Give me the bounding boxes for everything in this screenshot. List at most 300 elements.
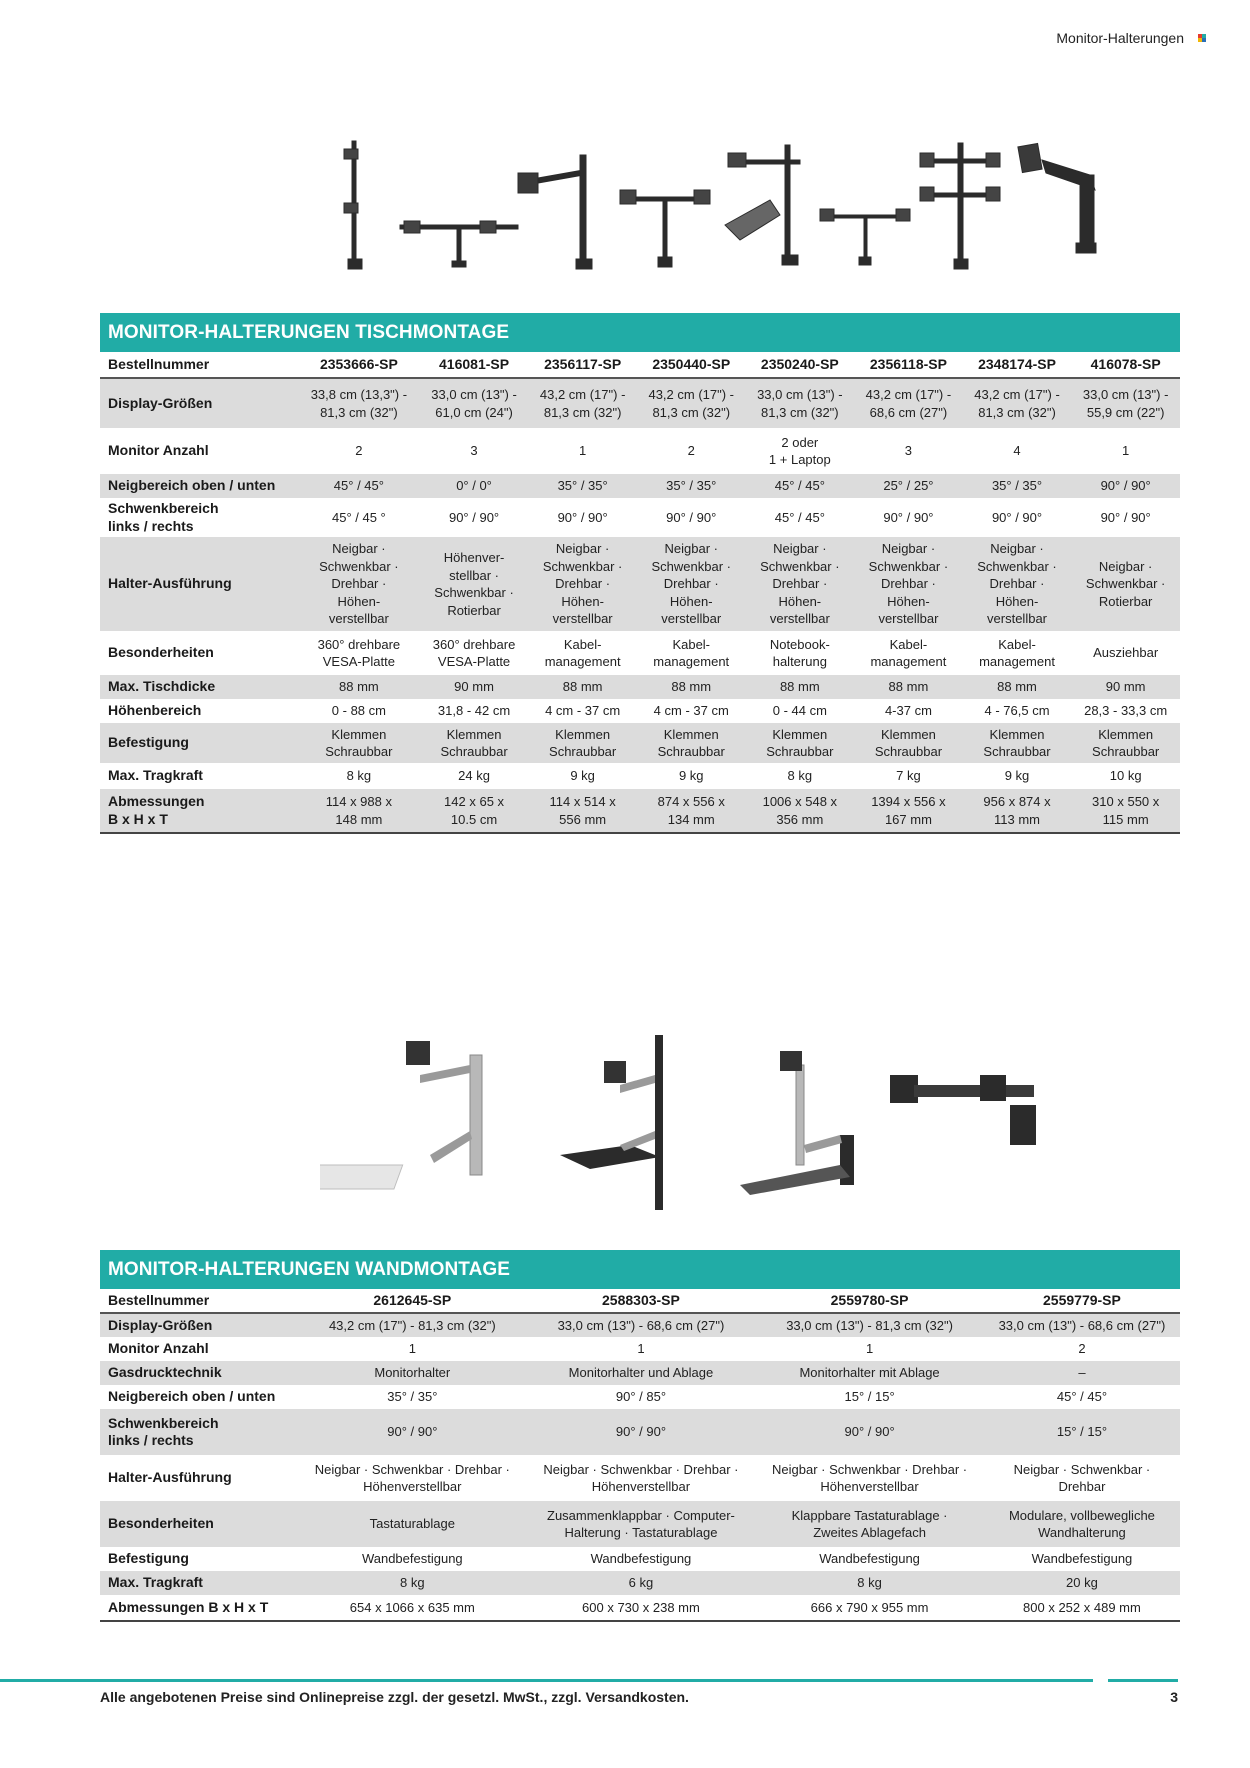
- table-cell: [637, 537, 746, 631]
- product-image-2356117: [518, 155, 592, 269]
- product-image-2356118: [820, 209, 910, 265]
- product-image-2588303: [560, 1035, 663, 1210]
- brand-logo-icon: [1198, 34, 1206, 42]
- cell-line: 88 mm: [339, 679, 379, 695]
- column-header-order-number: 2356117-SP: [528, 352, 637, 378]
- table-row: [100, 675, 1180, 699]
- cell-line: Zusammenklappbar · Computer-: [547, 1507, 735, 1523]
- cell-line: Wandbefestigung: [1031, 1551, 1133, 1567]
- cell-line: 148 mm: [335, 811, 383, 827]
- cell-line: 9 kg: [570, 768, 595, 784]
- table-cell: [298, 675, 420, 699]
- cell-line: 24 kg: [458, 768, 490, 784]
- row-label: Besonderheiten: [108, 644, 214, 661]
- table-row: [100, 1455, 1180, 1501]
- table-cell: [527, 1385, 756, 1409]
- cell-line: management: [544, 654, 621, 669]
- cell-line: Schwenkbar ·: [760, 558, 840, 574]
- row-label: Abmessungen B x H x T: [100, 1595, 298, 1621]
- cell-line: Höhen-: [561, 593, 604, 609]
- table-cell: [854, 378, 963, 428]
- cell-line: 4 - 76,5 cm: [984, 703, 1050, 719]
- column-header-order-number: 2350240-SP: [746, 352, 855, 378]
- table-cell: [854, 631, 963, 675]
- cell-line: 874 x 556 x: [657, 794, 725, 809]
- cell-line: 600 x 730 x 238 mm: [582, 1599, 700, 1615]
- table-cell: [746, 498, 855, 537]
- cell-line: 115 mm: [1102, 811, 1149, 827]
- cell-line: 43,2 cm (17") -: [539, 387, 626, 402]
- table-row: [100, 1337, 1180, 1361]
- table-cell: [298, 1571, 527, 1595]
- table-cell: [1071, 699, 1180, 723]
- row-label: Max. Tragkraft: [108, 1574, 203, 1591]
- table-cell: [984, 1337, 1180, 1361]
- cell-line: Klemmen: [1098, 726, 1154, 742]
- table-cell: [527, 1571, 756, 1595]
- row-label-line: B x H x T: [108, 810, 168, 827]
- table-cell: [420, 699, 529, 723]
- cell-line: Monitorhalter mit Ablage: [799, 1365, 940, 1381]
- cell-line: Schraubbar: [766, 744, 834, 759]
- cell-line: Neigbar ·: [990, 541, 1044, 557]
- table-cell: [298, 1313, 527, 1337]
- table-cell: [527, 1501, 756, 1547]
- cell-line: Rotierbar: [1098, 593, 1153, 609]
- cell-line: Neigbar ·: [664, 541, 718, 557]
- cell-line: 1006 x 548 x: [762, 794, 838, 809]
- table-cell: [746, 723, 855, 763]
- row-label: Bestellnummer: [100, 1289, 298, 1313]
- cell-line: 356 mm: [776, 811, 824, 827]
- cell-line: Neigbar · Schwenkbar · Drehbar ·: [314, 1461, 510, 1477]
- table-row: [100, 763, 1180, 789]
- cell-line: 4-37 cm: [884, 703, 932, 719]
- table-cell: [755, 1385, 984, 1409]
- cell-line: 2: [1078, 1341, 1086, 1357]
- cell-line: 113 mm: [994, 811, 1041, 827]
- table-cell: [637, 474, 746, 498]
- cell-line: 35° / 35°: [387, 1389, 438, 1405]
- row-label: Neigbereich oben / unten: [108, 1388, 276, 1405]
- cell-line: stellbar ·: [449, 567, 499, 583]
- cell-line: Drehbar ·: [880, 576, 936, 592]
- table-cell: [298, 474, 420, 498]
- cell-line: Drehbar ·: [772, 576, 828, 592]
- cell-line: 33,0 cm (13") -: [757, 387, 843, 402]
- cell-line: 956 x 874 x: [983, 794, 1051, 809]
- table-cell: [527, 1595, 756, 1621]
- cell-line: 90° / 90°: [387, 1424, 438, 1440]
- cell-line: verstellbar: [987, 611, 1047, 627]
- product-image-2559779: [890, 1075, 1036, 1145]
- cell-line: 81,3 cm (32"): [978, 404, 1056, 420]
- cell-line: Höhen-: [669, 593, 713, 609]
- table-cell: [527, 1547, 756, 1571]
- wall-mount-illustrations: [320, 1035, 1040, 1235]
- cell-line: management: [979, 654, 1055, 669]
- table-cell: [420, 631, 529, 675]
- cell-line: Zweites Ablagefach: [813, 1525, 926, 1540]
- cell-line: verstellbar: [769, 611, 830, 627]
- cell-line: 4: [1013, 443, 1021, 459]
- table-cell: [755, 1501, 984, 1547]
- cell-line: Neigbar ·: [881, 541, 936, 557]
- table-cell: [1071, 763, 1180, 789]
- row-label: Halter-Ausführung: [108, 575, 232, 592]
- cell-line: 45° / 45°: [774, 509, 825, 525]
- cell-line: Drehbar ·: [331, 576, 387, 592]
- cell-line: Klappbare Tastaturablage ·: [791, 1507, 948, 1523]
- table-cell: [637, 763, 746, 789]
- cell-line: 310 x 550 x: [1092, 794, 1160, 809]
- cell-line: Klemmen: [331, 726, 387, 742]
- table-row: [100, 537, 1180, 631]
- table-cell: [298, 1455, 527, 1501]
- cell-line: Höhen-: [887, 593, 930, 609]
- table-cell: [298, 631, 420, 675]
- table-cell: [528, 631, 637, 675]
- table-row: [100, 1501, 1180, 1547]
- row-label-line: links / rechts: [108, 517, 194, 534]
- row-label: Gasdrucktechnik: [108, 1364, 222, 1381]
- table-cell: [963, 723, 1072, 763]
- table-row: [100, 1313, 1180, 1337]
- table-cell: [1071, 428, 1180, 474]
- table-cell: [528, 763, 637, 789]
- column-header-order-number: 2588303-SP: [527, 1289, 756, 1313]
- table-cell: [528, 498, 637, 537]
- cell-line: 3: [470, 443, 478, 459]
- cell-line: Höhen-: [778, 593, 822, 609]
- table-cell: [420, 675, 529, 699]
- row-label-line: Schwenkbereich: [108, 1414, 219, 1431]
- cell-line: 33,0 cm (13") -: [431, 387, 517, 402]
- table-cell: [854, 699, 963, 723]
- product-image-2348174: [920, 143, 1000, 269]
- table-cell: [755, 1361, 984, 1385]
- cell-line: Schraubbar: [549, 744, 617, 759]
- cell-line: 33,0 cm (13") - 68,6 cm (27"): [557, 1317, 725, 1333]
- row-label: Halter-Ausführung: [108, 1469, 232, 1486]
- table-cell: [963, 789, 1072, 833]
- cell-line: 0 - 44 cm: [772, 703, 827, 719]
- table-cell: [984, 1361, 1180, 1385]
- table-cell: [746, 699, 855, 723]
- cell-line: 45° / 45°: [1056, 1389, 1108, 1405]
- row-label: Display-Größen: [108, 1316, 213, 1333]
- cell-line: 90° / 90°: [991, 509, 1043, 525]
- cell-line: 1: [865, 1341, 874, 1357]
- desk-mount-spec-table: [100, 352, 1180, 834]
- table-row: [100, 428, 1180, 474]
- cell-line: 35° / 35°: [666, 478, 717, 494]
- cell-line: Wandbefestigung: [590, 1551, 692, 1567]
- cell-line: Schwenkbar ·: [319, 558, 399, 574]
- column-header-order-number: 2353666-SP: [298, 352, 420, 378]
- cell-line: Klemmen: [772, 726, 828, 742]
- cell-line: 10.5 cm: [450, 811, 498, 827]
- cell-line: 7 kg: [896, 768, 921, 784]
- column-header-order-number: 2559780-SP: [755, 1289, 984, 1313]
- table-cell: [984, 1595, 1180, 1621]
- table-cell: [1071, 537, 1180, 631]
- cell-line: 90 mm: [454, 679, 494, 695]
- table-cell: [298, 699, 420, 723]
- table-cell: [527, 1409, 756, 1455]
- table-cell: [298, 378, 420, 428]
- table-row: [100, 474, 1180, 498]
- cell-line: Schraubbar: [657, 744, 725, 759]
- table-cell: [298, 498, 420, 537]
- cell-line: 35° / 35°: [557, 478, 608, 494]
- table-cell: [984, 1571, 1180, 1595]
- cell-line: 8 kg: [400, 1575, 425, 1591]
- table-cell: [420, 428, 529, 474]
- table-cell: [746, 537, 855, 631]
- table-cell: [298, 1595, 527, 1621]
- table-cell: [755, 1409, 984, 1455]
- footer-disclaimer: Alle angebotenen Preise sind Onlinepreise zzgl. der gesetzl. MwSt., zzgl. Versandkosten.: [100, 1689, 689, 1705]
- cell-line: 9 kg: [678, 768, 704, 784]
- table-cell: [1071, 631, 1180, 675]
- cell-line: Halterung · Tastaturablage: [564, 1525, 718, 1540]
- row-label: [100, 789, 298, 833]
- cell-line: Schraubbar: [325, 744, 393, 759]
- table-cell: [963, 378, 1072, 428]
- column-header-order-number: 2559779-SP: [984, 1289, 1180, 1313]
- table-cell: [528, 378, 637, 428]
- table-cell: [527, 1455, 756, 1501]
- row-label: Display-Größen: [108, 394, 213, 411]
- table-cell: [298, 1361, 527, 1385]
- cell-line: 114 x 514 x: [549, 794, 616, 809]
- cell-line: Kabel-: [998, 636, 1036, 652]
- cell-line: 0 - 88 cm: [331, 703, 386, 719]
- table-cell: [963, 763, 1072, 789]
- desk-mount-product-images: [330, 135, 1180, 285]
- cell-line: Wandhalterung: [1038, 1525, 1126, 1540]
- cell-line: 68,6 cm (27"): [869, 404, 948, 420]
- cell-line: –: [1078, 1365, 1086, 1381]
- cell-line: 35° / 35°: [991, 478, 1043, 494]
- table-cell: [963, 537, 1072, 631]
- cell-line: 33,0 cm (13") -: [1082, 387, 1169, 402]
- cell-line: VESA-Platte: [322, 654, 395, 669]
- cell-line: 90° / 90°: [557, 509, 608, 525]
- row-label: Monitor Anzahl: [108, 442, 209, 459]
- table-cell: [528, 789, 637, 833]
- table-row: [100, 1385, 1180, 1409]
- desk-mount-section: [100, 313, 1180, 834]
- cell-line: 90° / 90°: [883, 509, 934, 525]
- cell-line: Schwenkbar ·: [542, 558, 623, 574]
- cell-line: 33,0 cm (13") - 81,3 cm (32"): [786, 1317, 953, 1333]
- table-cell: [746, 789, 855, 833]
- table-cell: [1071, 789, 1180, 833]
- cell-line: Höhen-: [995, 593, 1039, 609]
- table-cell: [1071, 675, 1180, 699]
- cell-line: 3: [904, 443, 913, 459]
- table-cell: [854, 428, 963, 474]
- cell-line: Schwenkbar ·: [651, 558, 731, 574]
- wall-mount-product-images: [320, 1035, 1040, 1235]
- row-label: Bestellnummer: [100, 352, 298, 378]
- table-cell: [637, 428, 746, 474]
- table-cell: [746, 474, 855, 498]
- cell-line: Drehbar ·: [663, 576, 719, 592]
- column-header-order-number: 2350440-SP: [637, 352, 746, 378]
- cell-line: 654 x 1066 x 635 mm: [349, 1599, 475, 1615]
- cell-line: Höhen-: [337, 593, 381, 609]
- table-cell: [637, 789, 746, 833]
- cell-line: Drehbar: [1058, 1479, 1106, 1494]
- cell-line: Schwenkbar ·: [977, 558, 1057, 574]
- section-heading: MONITOR-HALTERUNGEN WANDMONTAGE: [100, 1250, 1180, 1289]
- table-cell: [1071, 498, 1180, 537]
- cell-line: Schwenkbar ·: [1085, 576, 1166, 592]
- cell-line: Schraubbar: [983, 744, 1051, 759]
- cell-line: 88 mm: [997, 679, 1037, 695]
- cell-line: 90° / 90°: [844, 1424, 895, 1440]
- cell-line: Höhenverstellbar: [820, 1479, 919, 1494]
- cell-line: management: [870, 654, 947, 669]
- row-label: [100, 1409, 298, 1455]
- table-row: [100, 699, 1180, 723]
- cell-line: 90° / 85°: [615, 1389, 667, 1405]
- table-cell: [746, 631, 855, 675]
- cell-line: 167 mm: [884, 811, 932, 827]
- table-header-row: [100, 1289, 1180, 1313]
- row-label-line: links / rechts: [108, 1432, 194, 1448]
- wall-mount-section: [100, 1250, 1180, 1622]
- table-row: [100, 1547, 1180, 1571]
- cell-line: 8 kg: [787, 768, 813, 784]
- cell-line: verstellbar: [661, 611, 722, 627]
- row-label: Monitor Anzahl: [108, 1340, 209, 1357]
- table-cell: [854, 723, 963, 763]
- cell-line: 90 mm: [1105, 679, 1146, 695]
- table-cell: [420, 723, 529, 763]
- logo-square-4: [1202, 38, 1206, 42]
- cell-line: 8 kg: [857, 1575, 882, 1591]
- table-cell: [637, 723, 746, 763]
- table-cell: [963, 675, 1072, 699]
- cell-line: 25° / 25°: [883, 478, 934, 494]
- cell-line: Schwenkbar ·: [434, 585, 514, 600]
- table-cell: [854, 675, 963, 699]
- row-label: Höhenbereich: [108, 702, 202, 719]
- cell-line: 1: [408, 1341, 416, 1357]
- cell-line: 15° / 15°: [844, 1389, 895, 1405]
- cell-line: 90° / 90°: [448, 509, 500, 525]
- table-cell: [298, 537, 420, 631]
- cell-line: 15° / 15°: [1056, 1424, 1108, 1440]
- cell-line: Monitorhalter und Ablage: [568, 1365, 714, 1381]
- product-image-2353666: [344, 141, 362, 269]
- cell-line: 31,8 - 42 cm: [437, 703, 511, 719]
- table-cell: [1071, 378, 1180, 428]
- cell-line: verstellbar: [328, 611, 389, 627]
- table-cell: [854, 789, 963, 833]
- table-row: [100, 498, 1180, 537]
- cell-line: Neigbar ·: [1098, 558, 1153, 574]
- section-heading: MONITOR-HALTERUNGEN TISCHMONTAGE: [100, 313, 1180, 352]
- table-cell: [755, 1595, 984, 1621]
- cell-line: 88 mm: [671, 679, 712, 695]
- cell-line: Monitorhalter: [374, 1365, 451, 1381]
- table-cell: [854, 537, 963, 631]
- cell-line: 55,9 cm (22"): [1086, 404, 1165, 420]
- table-cell: [746, 763, 855, 789]
- row-label: Max. Tischdicke: [108, 678, 216, 695]
- wall-mount-spec-table: [100, 1289, 1180, 1622]
- cell-line: Drehbar ·: [555, 576, 611, 592]
- header-title: Monitor-Halterungen: [1056, 30, 1184, 46]
- cell-line: 90° / 90°: [1100, 509, 1151, 525]
- cell-line: 1 + Laptop: [768, 452, 831, 467]
- table-cell: [1071, 474, 1180, 498]
- cell-line: VESA-Platte: [437, 654, 511, 669]
- row-label: Befestigung: [108, 734, 189, 751]
- cell-line: Schraubbar: [1092, 744, 1160, 759]
- table-cell: [984, 1501, 1180, 1547]
- product-image-416078: [1018, 143, 1096, 253]
- table-cell: [854, 763, 963, 789]
- cell-line: Klemmen: [989, 726, 1045, 742]
- cell-line: 88 mm: [779, 679, 820, 695]
- cell-line: 90° / 90°: [666, 509, 717, 525]
- cell-line: 556 mm: [559, 811, 607, 827]
- table-cell: [637, 378, 746, 428]
- cell-line: Kabel-: [672, 636, 711, 652]
- cell-line: 6 kg: [628, 1575, 654, 1591]
- table-cell: [420, 763, 529, 789]
- table-cell: [298, 1501, 527, 1547]
- table-cell: [528, 675, 637, 699]
- table-cell: [984, 1455, 1180, 1501]
- table-row: [100, 723, 1180, 763]
- table-cell: [984, 1313, 1180, 1337]
- cell-line: 1394 x 556 x: [871, 794, 946, 809]
- cell-line: 33,0 cm (13") - 68,6 cm (27"): [998, 1317, 1166, 1333]
- cell-line: 88 mm: [562, 679, 603, 695]
- table-cell: [420, 537, 529, 631]
- table-cell: [528, 699, 637, 723]
- cell-line: Kabel-: [889, 636, 928, 652]
- cell-line: 61,0 cm (24"): [435, 404, 513, 420]
- cell-line: 43,2 cm (17") - 81,3 cm (32"): [328, 1317, 496, 1333]
- table-cell: [746, 675, 855, 699]
- table-cell: [528, 474, 637, 498]
- table-cell: [984, 1409, 1180, 1455]
- table-cell: [755, 1313, 984, 1337]
- table-cell: [637, 675, 746, 699]
- table-cell: [963, 631, 1072, 675]
- cell-line: Klemmen: [663, 726, 719, 742]
- table-row: [100, 631, 1180, 675]
- cell-line: Schwenkbar ·: [868, 558, 949, 574]
- cell-line: 1: [579, 443, 587, 459]
- cell-line: 360° drehbare: [432, 636, 516, 652]
- product-image-2559780: [740, 1051, 854, 1195]
- table-row: [100, 789, 1180, 833]
- table-cell: [1071, 723, 1180, 763]
- footer-divider: [0, 1679, 1093, 1682]
- table-cell: [528, 537, 637, 631]
- cell-line: Ausziehbar: [1093, 645, 1159, 661]
- column-header-order-number: 2612645-SP: [298, 1289, 527, 1313]
